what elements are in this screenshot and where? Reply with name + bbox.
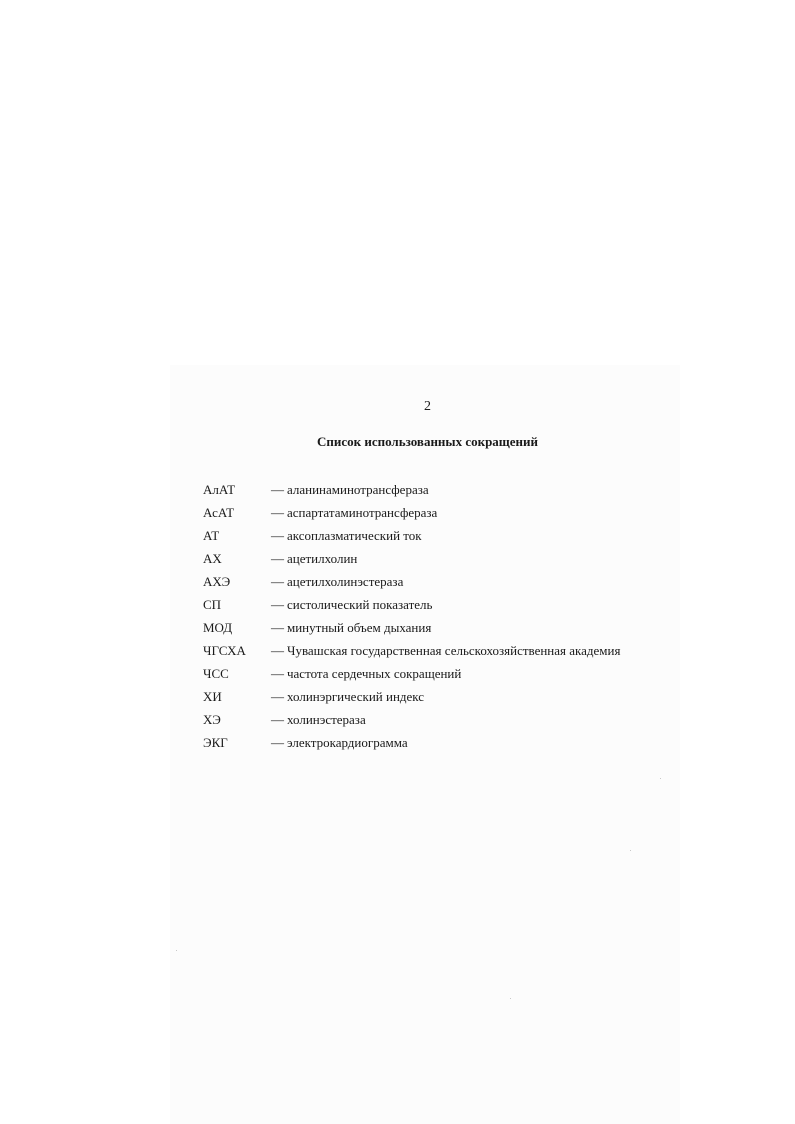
dash: — bbox=[271, 596, 284, 612]
dash: — bbox=[271, 642, 284, 658]
abbreviation-row bbox=[203, 478, 663, 501]
abbreviation-row bbox=[203, 685, 663, 708]
dash: — bbox=[271, 619, 284, 635]
definition-text: систолический показатель bbox=[287, 596, 433, 612]
abbreviation-definition bbox=[271, 597, 663, 613]
dash: — bbox=[271, 734, 284, 750]
abbreviation-term: ХИ bbox=[203, 688, 222, 704]
abbreviation-definition bbox=[271, 528, 663, 544]
abbreviation-row bbox=[203, 639, 663, 662]
page-title: Список использованных сокращений bbox=[316, 434, 539, 449]
definition-text: частота сердечных сокращений bbox=[287, 665, 462, 681]
abbreviation-row bbox=[203, 731, 663, 754]
abbreviation-row bbox=[203, 570, 663, 593]
page-number: 2 bbox=[424, 399, 431, 414]
dash: — bbox=[271, 481, 284, 497]
abbreviation-definition bbox=[271, 689, 663, 705]
dash: — bbox=[271, 573, 284, 589]
scan-speck bbox=[660, 778, 661, 779]
abbreviation-definition bbox=[271, 482, 663, 498]
definition-text: ацетилхолинэстераза bbox=[287, 573, 404, 589]
dash: — bbox=[271, 504, 284, 520]
abbreviation-term: АлАТ bbox=[203, 481, 236, 497]
abbreviation-row bbox=[203, 547, 663, 570]
dash: — bbox=[271, 711, 284, 727]
definition-text: холинэргический индекс bbox=[287, 688, 425, 704]
abbreviation-row bbox=[203, 708, 663, 731]
abbreviation-term: АХЭ bbox=[203, 573, 231, 589]
abbreviation-row bbox=[203, 662, 663, 685]
abbreviation-definition bbox=[271, 666, 663, 682]
abbreviation-term: ЧСС bbox=[203, 665, 229, 681]
abbreviation-list bbox=[203, 478, 663, 754]
dash: — bbox=[271, 688, 284, 704]
abbreviation-row bbox=[203, 616, 663, 639]
abbreviation-definition bbox=[271, 735, 663, 751]
dash: — bbox=[271, 665, 284, 681]
abbreviation-row bbox=[203, 593, 663, 616]
abbreviation-term: ЧГСХА bbox=[203, 642, 246, 658]
abbreviation-definition bbox=[271, 712, 663, 728]
abbreviation-term: АТ bbox=[203, 527, 220, 543]
abbreviation-term: ХЭ bbox=[203, 711, 221, 727]
definition-text: электрокардиограмма bbox=[287, 734, 408, 750]
abbreviation-definition bbox=[271, 574, 663, 590]
abbreviation-term: АХ bbox=[203, 550, 222, 566]
abbreviation-term: АсАТ bbox=[203, 504, 235, 520]
abbreviation-definition bbox=[271, 505, 663, 521]
dash: — bbox=[271, 550, 284, 566]
abbreviation-term: МОД bbox=[203, 619, 233, 635]
dash: — bbox=[271, 527, 284, 543]
definition-text: аспартатаминотрансфераза bbox=[287, 504, 438, 520]
definition-text: аксоплазматический ток bbox=[287, 527, 422, 543]
definition-text: ацетилхолин bbox=[287, 550, 358, 566]
definition-text: аланинаминотрансфераза bbox=[287, 481, 429, 497]
scan-speck bbox=[630, 850, 631, 851]
abbreviation-row bbox=[203, 524, 663, 547]
abbreviation-row bbox=[203, 501, 663, 524]
abbreviation-definition bbox=[271, 643, 663, 659]
scan-speck bbox=[176, 950, 177, 951]
abbreviation-definition bbox=[271, 620, 663, 636]
definition-text: Чувашская государственная сельскохозяйственная академия bbox=[287, 642, 621, 658]
abbreviation-definition bbox=[271, 551, 663, 567]
definition-text: минутный объем дыхания bbox=[287, 619, 432, 635]
abbreviation-term: ЭКГ bbox=[203, 734, 228, 750]
abbreviation-term: СП bbox=[203, 596, 222, 612]
scan-speck bbox=[510, 998, 511, 999]
definition-text: холинэстераза bbox=[287, 711, 366, 727]
